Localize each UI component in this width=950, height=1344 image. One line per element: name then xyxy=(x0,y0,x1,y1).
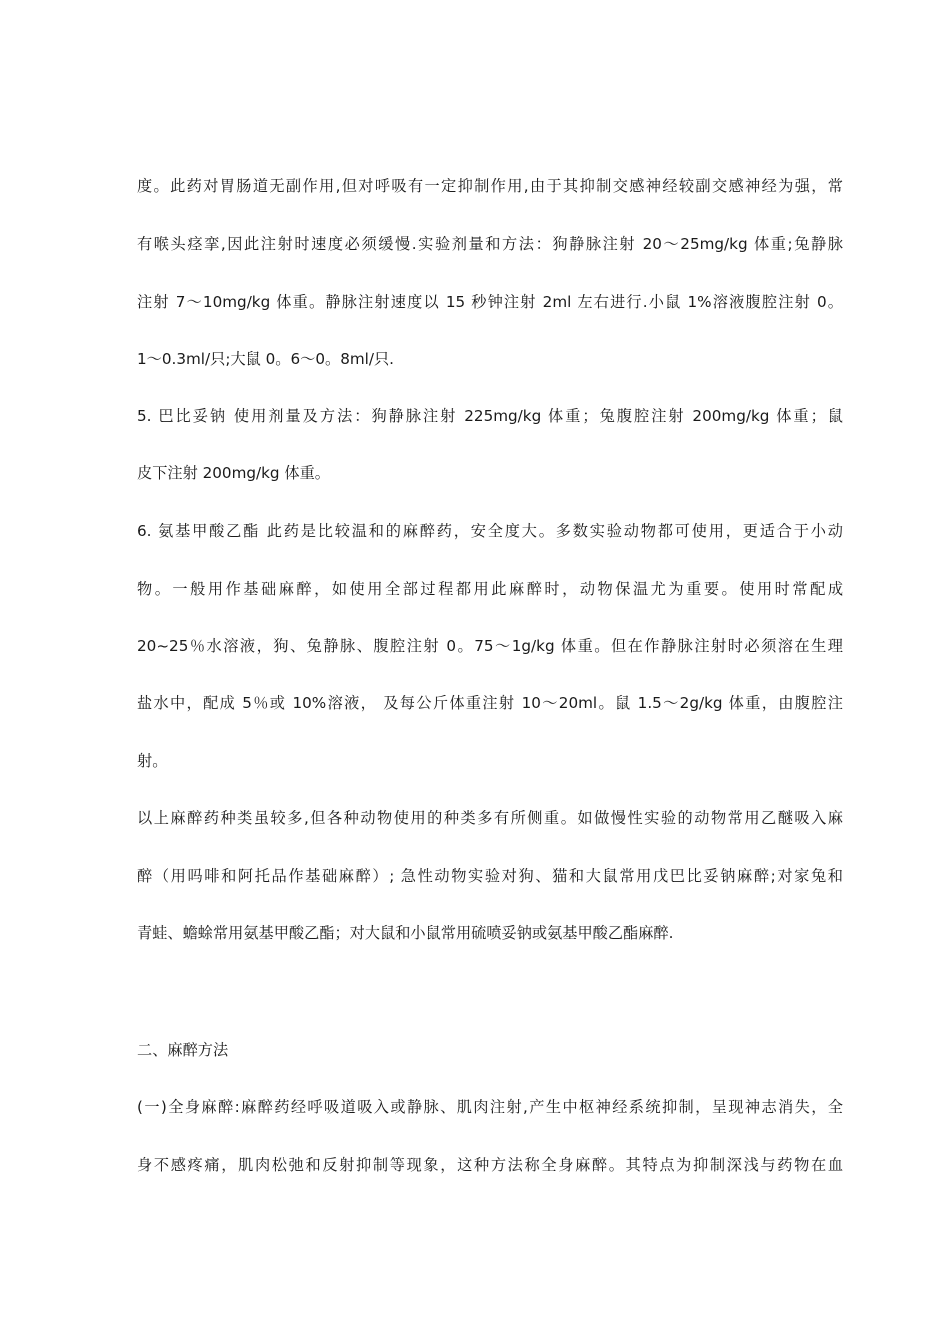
text-line: 有喉头痉挛,因此注射时速度必须缓慢.实验剂量和方法：狗静脉注射 20～25mg/kg 体重;兔静脉 xyxy=(137,235,843,253)
text-line: 醉（用吗啡和阿托品作基础麻醉）; 急性动物实验对狗、猫和大鼠常用戊巴比妥钠麻醉;对家兔和 xyxy=(137,867,843,885)
text-line: 20~25％水溶液，狗、兔静脉、腹腔注射 0。75～1g/kg 体重。但在作静脉注射时必须溶在生理 xyxy=(137,637,843,655)
text-line: 以上麻醉药种类虽较多,但各种动物使用的种类多有所侧重。如做慢性实验的动物常用乙醚吸入麻 xyxy=(137,809,843,827)
text-line: 射。 xyxy=(137,752,168,770)
text-line: 1～0.3ml/只;大鼠 0。6～0。8ml/只. xyxy=(137,350,395,368)
text-line: 皮下注射 200mg/kg 体重。 xyxy=(137,464,330,482)
text-line: (一)全身麻醉:麻醉药经呼吸道吸入或静脉、肌肉注射,产生中枢神经系统抑制，呈现神志消失，全 xyxy=(137,1098,843,1116)
text-line: 青蛙、蟾蜍常用氨基甲酸乙酯；对大鼠和小鼠常用硫喷妥钠或氨基甲酸乙酯麻醉. xyxy=(137,924,674,942)
text-line: 盐水中，配成 5％或 10%溶液， 及每公斤体重注射 10～20ml。鼠 1.5～2g/kg 体重，由腹腔注 xyxy=(137,694,843,712)
text-line: 度。此药对胃肠道无副作用,但对呼吸有一定抑制作用,由于其抑制交感神经较副交感神经为强，常 xyxy=(137,177,843,195)
text-line: 身不感疼痛，肌肉松弛和反射抑制等现象，这种方法称全身麻醉。其特点为抑制深浅与药物在血 xyxy=(137,1156,843,1174)
section-heading: 二、麻醉方法 xyxy=(137,1041,229,1059)
text-line: 5. 巴比妥钠 使用剂量及方法：狗静脉注射 225mg/kg 体重；兔腹腔注射 200mg/kg 体重；鼠 xyxy=(137,407,843,425)
text-line: 注射 7～10mg/kg 体重。静脉注射速度以 15 秒钟注射 2ml 左右进行.小鼠 1%溶液腹腔注射 0。 xyxy=(137,293,843,311)
text-line: 6. 氨基甲酸乙酯 此药是比较温和的麻醉药，安全度大。多数实验动物都可使用，更适合于小动 xyxy=(137,522,843,540)
text-line: 物。一般用作基础麻醉，如使用全部过程都用此麻醉时，动物保温尤为重要。使用时常配成 xyxy=(137,580,843,598)
